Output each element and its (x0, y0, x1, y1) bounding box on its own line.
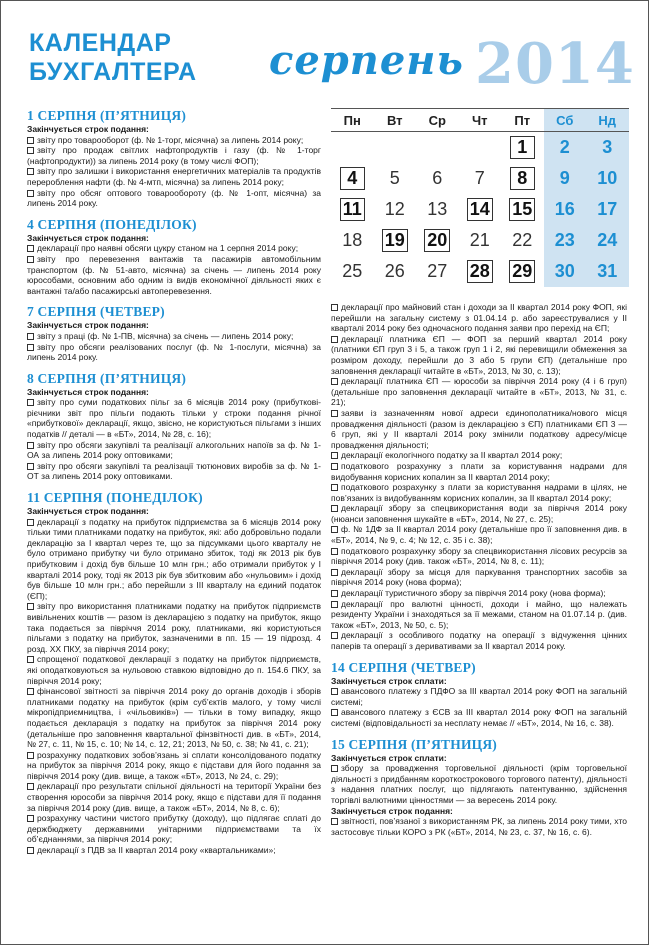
checkbox-icon[interactable] (27, 847, 34, 854)
calendar-grid (331, 108, 629, 287)
weekday-header: Пт (501, 108, 544, 132)
weekday-header: Сб (544, 108, 587, 132)
deadline-item-text: авансового платежу з ЄСВ за III квартал 2014 року ФОП на загальній системі (відповідальності за несплату немає // «БТ», 2014, № 16, с. 38). (331, 707, 627, 728)
deadline-item (27, 166, 321, 187)
checkbox-icon[interactable] (27, 245, 34, 252)
date-heading: 1 СЕРПНЯ (П’ЯТНИЦЯ) (27, 108, 187, 123)
calendar-day: 5 (389, 168, 400, 188)
deadline-item-text: звіту про продаж світлих нафтопродуктів і газу (ф. № 1-торг (нафтопродукти)) за липень 2014 року (в тому числі ФОП); (27, 145, 321, 166)
checkbox-icon[interactable] (331, 336, 338, 343)
deadline-day-mark: 19 (382, 229, 408, 252)
checkbox-icon[interactable] (27, 147, 34, 154)
deadline-item-text: заяви із зазначенням нової адреси єдинополатника/нового місця провадження діяльності (разом із декларацією з ЄП) платниками ЄП 3 — 6 груп, які у II кварталі 2014 року змінили податкову адресу/місце провадження діяльності; (331, 407, 627, 450)
calendar-day (501, 194, 544, 225)
checkbox-icon[interactable] (331, 632, 338, 639)
deadline-item (27, 813, 321, 845)
checkbox-icon[interactable] (331, 818, 338, 825)
checkbox-icon[interactable] (27, 815, 34, 822)
checkbox-icon[interactable] (27, 656, 34, 663)
checkbox-icon[interactable] (331, 688, 338, 695)
deadline-label: Закінчується строк сплати: (331, 675, 447, 686)
year-title: 2014 (475, 31, 635, 97)
deadline-item (331, 763, 627, 805)
deadline-item-text: ф. № 1ДФ за II квартал 2014 року (детальніше про її заповнення див. в «БТ», 2014, № 9, с. 4; № 12, с. 35 і с. 38); (331, 524, 627, 546)
checkbox-icon[interactable] (27, 399, 34, 406)
calendar-week-row (331, 194, 629, 225)
deadline-item (27, 243, 321, 254)
calendar-day (459, 194, 502, 225)
deadline-item (331, 376, 627, 408)
month-title: серпень (269, 37, 464, 84)
checkbox-icon[interactable] (27, 344, 34, 351)
deadline-item (331, 816, 627, 837)
calendar-day: 3 (586, 132, 629, 163)
deadline-label: Закінчується строк подання: (27, 232, 149, 243)
checkbox-icon[interactable] (27, 168, 34, 175)
calendar-day: 23 (544, 225, 587, 256)
deadline-item (27, 686, 321, 750)
deadline-item (331, 524, 627, 545)
calendar-day: 17 (586, 194, 629, 225)
deadline-item (27, 601, 321, 654)
checkbox-icon[interactable] (27, 442, 34, 449)
checkbox-icon[interactable] (331, 484, 338, 491)
title-line-1: КАЛЕНДАР (29, 29, 172, 57)
weekday-header: Ср (416, 108, 459, 132)
date-heading: 15 СЕРПНЯ (П’ЯТНИЦЯ) (331, 736, 497, 752)
deadline-day-mark: 20 (424, 229, 450, 252)
deadline-item-text: декларації туристичного збору за півріччя 2014 року (нова форма); (341, 588, 606, 599)
deadline-item-text: розрахунку податкових зобов’язань зі сплати консолідованого податку на прибуток за півріччя 2014 року, якщо є підстави для його подання за півріччя 2014 року (див. вище, а також «БТ», 2013, № 24, с. 29); (27, 749, 321, 781)
checkbox-icon[interactable] (331, 505, 338, 512)
deadline-item (331, 302, 627, 334)
deadline-item-text: звітності, пов’язаної з використанням РК, за липень 2014 року тими, хто застосовує тільки КОРО з РК («БТ», 2014, № 23, с. 37, № 16, с. 6). (331, 816, 627, 837)
checkbox-icon[interactable] (27, 519, 34, 526)
deadline-item-text: декларації з ПДВ за II квартал 2014 року «квартальниками»; (37, 845, 276, 856)
checkbox-icon[interactable] (331, 304, 338, 311)
checkbox-icon[interactable] (27, 333, 34, 340)
calendar-day (331, 163, 374, 194)
deadline-item-text: звіту про товарооборот (ф. № 1-торг, місячна) за липень 2014 року; (37, 134, 304, 145)
calendar-day: 22 (512, 230, 533, 250)
checkbox-icon[interactable] (331, 548, 338, 555)
calendar-day: 9 (544, 163, 587, 194)
calendar-week-row (331, 225, 629, 256)
deadline-item-text: спрощеної податкової декларації з податку на прибуток підприємств, які оподатковуються за нульовою ставкою відповідно до п. 154.6 ПКУ, за півріччя 2014 року; (27, 654, 321, 686)
deadline-item-text: податкового розрахунку збору за спецвикористання лісових ресурсів за півріччя 2014 року (див. також «БТ», 2014, № 8, с. 11); (331, 545, 627, 567)
deadline-day-mark: 14 (467, 198, 493, 221)
calendar-day (501, 132, 544, 163)
deadline-item-text: декларації платника ЄП — юрособи за півріччя 2014 року (4 і 6 груп) (детальніше про заповнення декларації читайте в «БТ», 2013, № 31, с. 21); (331, 376, 627, 408)
calendar-body (331, 132, 629, 287)
deadline-label: Закінчується строк подання: (27, 386, 149, 397)
deadline-label: Закінчується строк подання: (27, 124, 149, 134)
deadline-item (27, 254, 321, 296)
deadline-item-text: звіту про обсяги реалізованих послуг (ф. № 1-послуги, місячна) за липень 2014 року. (27, 341, 321, 363)
calendar-day (416, 132, 459, 163)
deadline-item (27, 397, 321, 439)
calendar-day: 10 (586, 163, 629, 194)
deadline-item-text: декларації з особливого податку на операції з відчуження цінних паперів та операції з деривативами за II квартал 2014 року. (331, 630, 627, 651)
deadline-day-mark: 29 (509, 260, 535, 283)
deadline-item (331, 334, 627, 376)
calendar-day: 21 (469, 230, 490, 250)
deadline-item (331, 707, 627, 728)
deadline-item-text: декларації екологічного податку за II квартал 2014 року; (341, 450, 563, 461)
deadline-item-text: податкового розрахунку з плати за користування надрами для видобування корисних копалин за II квартал 2014 року; (331, 460, 627, 482)
deadline-item-text: декларації з податку на прибуток підприємства за 6 місяців 2014 року тільки тими платниками податку на прибуток, які: або добровільно подали декларацію за I квартал через те, що за підсумками цього кварталу не було отримано прибутку чи було отримано збиток, тоді як 2013 рік був прибутковим і дохід був більше 10 млн грн.; або отримали прибуток у I кварталі 2014 року, тоді як 2013 рік був збитковим або «нульовим» і дохід був більше 10 млн грн.; або перейшли з III кварталу на єдиний податок (ЄП); (27, 516, 321, 601)
calendar-day: 30 (544, 256, 587, 287)
deadline-item (27, 440, 321, 461)
deadline-day-mark: 15 (509, 198, 535, 221)
calendar-day: 26 (384, 261, 405, 281)
date-heading: 11 СЕРПНЯ (ПОНЕДІЛОК) (27, 490, 203, 506)
deadline-item-text: звіту про суми податкових пільг за 6 місяців 2014 року (прибуткові-рієчники звіт про пільги подають тільки у строки подання річної «прибуткової» декларації, якщо, звісно, не користуються пільгами з інших податків // деталі — в «БТ», 2014, № 28, с. 16); (27, 397, 321, 440)
deadline-item-text: звіту про перевезення вантажів та пасажирів автомобільним транспортом (ф. № 51-авто, місячна) за січень — липень 2014 року юрособами, основним або одним із видів економічної діяльності яких є вантажні та/або пасажирські автоперевезення. (27, 253, 321, 296)
calendar-day: 7 (474, 168, 485, 188)
deadline-item (331, 461, 627, 482)
calendar-day: 25 (342, 261, 363, 281)
deadline-label: Закінчується строк подання: (331, 805, 453, 816)
date-heading: 14 СЕРПНЯ (ЧЕТВЕР) (331, 659, 476, 675)
date-heading: 4 СЕРПНЯ (ПОНЕДІЛОК) (27, 216, 197, 232)
calendar-day: 24 (586, 225, 629, 256)
calendar-day (501, 256, 544, 287)
calendar-day (331, 132, 374, 163)
deadline-label: Закінчується строк сплати: (331, 752, 447, 763)
checkbox-icon[interactable] (331, 590, 338, 597)
weekday-header: Нд (586, 108, 629, 132)
page-title (29, 29, 197, 87)
weekday-header: Чт (459, 108, 502, 132)
deadline-item-text: податкового розрахунку з плати за користування надрами в цілях, не пов’язаних із видобуванням корисних копалин, за II квартал 2014 року; (331, 482, 627, 503)
calendar-week-row (331, 132, 629, 163)
deadline-item (27, 135, 321, 146)
checkbox-icon[interactable] (331, 601, 338, 608)
weekday-header: Пн (331, 108, 374, 132)
checkbox-icon[interactable] (27, 783, 34, 790)
deadline-item (331, 408, 627, 450)
deadline-item-text: розрахунку частини чистого прибутку (доходу), що підлягає сплаті до держбюджету державними унітарними підприємствами та їх об’єднаннями, за півріччя 2014 року; (27, 813, 321, 845)
deadline-item (27, 845, 321, 856)
checkbox-icon[interactable] (331, 452, 338, 459)
deadline-item (27, 750, 321, 782)
right-column (331, 302, 627, 837)
calendar-day (501, 163, 544, 194)
calendar-day: 12 (384, 199, 405, 219)
weekday-header: Вт (374, 108, 417, 132)
calendar-day (459, 132, 502, 163)
calendar-day (331, 194, 374, 225)
deadline-item (27, 654, 321, 686)
deadline-day-mark: 11 (340, 198, 365, 221)
deadline-item-text: звіту про обсяги закупівлі та реалізації алкогольних напоїв за ф. № 1-ОА за липень 2014 року оптовиками; (27, 439, 321, 461)
checkbox-icon[interactable] (331, 709, 338, 716)
calendar-day: 27 (427, 261, 448, 281)
deadline-item-text: декларації платника ЄП — ФОП за перший квартал 2014 року (платники ЄП груп 3 і 5, а також груп 1 і 2, які перевищили обмеження за розміром доходу, перейшли до 3 або 5 групи ЄП) (детальніше про заповнення декларації читайте в «БТ», 2013, № 30, с. 13); (331, 333, 627, 376)
deadline-item (27, 188, 321, 209)
calendar-week-row (331, 163, 629, 194)
deadline-day-mark: 8 (510, 167, 535, 190)
checkbox-icon[interactable] (331, 765, 338, 772)
deadline-item-text: звіту про використання платниками податку на прибуток підприємств вивільнених коштів — разом із декларацією з податку на прибуток, якщо така подається за півріччя 2014 року, платниками, які користуються пільгами з податку на прибуток, зазначеними в пп. 15 — 19 підрозд. 4 розд. XX ПКУ, за півріччя 2014 року; (27, 601, 321, 654)
date-heading: 8 СЕРПНЯ (П’ЯТНИЦЯ) (27, 370, 187, 386)
date-heading: 7 СЕРПНЯ (ЧЕТВЕР) (27, 304, 165, 320)
deadline-item-text: декларації про результати спільної діяльності на території України без створення юрособи за півріччя 2014 року, якщо є підстави для її подання за півріччя 2014 року (див. вище, а також «БТ», 2014, № 8, с. 6); (27, 781, 321, 813)
deadline-item-text: збору за провадження торговельної діяльності (крім торговельної діяльності з придбанням короткострокового торгового патенту), діяльності з надання платних послуг, що підлягають патентуванню, здійснення торгівлі валютними цінностями — за вересень 2014 року. (331, 763, 627, 805)
deadline-item-text: декларації збору за місця для паркування транспортних засобів за півріччя 2014 року (нова форма); (331, 566, 627, 588)
deadline-day-mark: 28 (467, 260, 493, 283)
calendar-day (374, 132, 417, 163)
calendar-day (459, 256, 502, 287)
checkbox-icon[interactable] (27, 190, 34, 197)
calendar-day (374, 225, 417, 256)
calendar-day: 6 (432, 168, 443, 188)
deadline-item (27, 331, 321, 342)
deadline-item-text: звіту про обсяг оптового товарообороту (ф. № 1-опт, місячна) за липень 2014 року. (27, 187, 321, 209)
deadline-item-text: декларації про наявні обсяги цукру станом на 1 серпня 2014 року; (37, 243, 299, 254)
calendar-day: 13 (427, 199, 448, 219)
deadline-item-text: декларації про майновий стан і доходи за II квартал 2014 року ФОП, які перейшли на загальну систему з 01.04.14 р. або зареєструвалися у II кварталі 2014 року без одночасного подання заяви про перехід на ЄП; (331, 302, 627, 334)
checkbox-icon[interactable] (331, 463, 338, 470)
deadline-item-text: звіту про обсяги закупівлі та реалізації тютюнових виробів за ф. № 1-ОТ за липень 2014 року оптовиками. (27, 460, 321, 482)
deadline-item (27, 781, 321, 813)
deadline-item (27, 145, 321, 166)
deadline-item-text: декларації про валютні цінності, доходи і майно, що належать резиденту України і знаходяться за її межами, станом на 01.07.14 р. (див. також «БТ», 2013, № 50, с. 5); (331, 598, 627, 630)
left-column (27, 108, 321, 856)
checkbox-icon[interactable] (27, 752, 34, 759)
deadline-item-text: фінансової звітності за півріччя 2014 року до органів доходів і зборів платниками податку на прибуток (крім суб’єктів малого, у тому числі мікропідприємництва, і «чільовиків») — тільки в тому випадку, якщо подається декларація з податку на прибуток за півріччя 2014 року (детальніше про заповнення квартальної фінзвітності див. в «БТ», 2014, № 27, с. 11, № 15, с. 10; № 14, с. 12, 21; 2013, № 50, с. 38; № 41, с. 21); (27, 686, 321, 750)
calendar-day: 18 (342, 230, 363, 250)
checkbox-icon[interactable] (331, 378, 338, 385)
checkbox-icon[interactable] (27, 688, 34, 695)
calendar-week-row (331, 256, 629, 287)
calendar-day: 2 (544, 132, 587, 163)
checkbox-icon[interactable] (27, 603, 34, 610)
deadline-item (331, 546, 627, 567)
deadline-item-text: звіту з праці (ф. № 1-ПВ, місячна) за січень — липень 2014 року; (37, 330, 294, 341)
deadline-item-text: звіту про залишки і використання енергетичних матеріалів та продуктів перероблення нафти (ф. № 4-мтп, місячна) за липень 2014 року; (27, 166, 321, 187)
month-calendar (331, 108, 629, 287)
deadline-item (27, 342, 321, 363)
deadline-label: Закінчується строк подання: (27, 506, 149, 517)
deadline-item-text: декларації збору за спецвикористання води за півріччя 2014 року (нюанси заповнення шукайте в «БТ», 2014, № 27, с. 25); (331, 503, 627, 524)
deadline-item (331, 567, 627, 588)
deadline-item (331, 503, 627, 524)
calendar-day: 31 (586, 256, 629, 287)
deadline-item (331, 482, 627, 503)
deadline-item (331, 599, 627, 631)
checkbox-icon[interactable] (27, 256, 34, 263)
calendar-day: 16 (544, 194, 587, 225)
deadline-day-mark: 4 (340, 167, 365, 190)
deadline-item (331, 450, 627, 461)
deadline-item (331, 686, 627, 707)
deadline-label: Закінчується строк подання: (27, 320, 149, 331)
deadline-item (331, 588, 627, 599)
deadline-item (27, 461, 321, 482)
checkbox-icon[interactable] (331, 569, 338, 576)
checkbox-icon[interactable] (27, 137, 34, 144)
deadline-item-text: авансового платежу з ПДФО за III квартал 2014 року ФОП на загальній системі; (331, 686, 627, 707)
title-line-2: БУХГАЛТЕРА (29, 58, 197, 86)
calendar-day (416, 225, 459, 256)
checkbox-icon[interactable] (331, 526, 338, 533)
weekday-header-row (331, 108, 629, 132)
deadline-item (331, 630, 627, 651)
checkbox-icon[interactable] (27, 463, 34, 470)
deadline-item (27, 517, 321, 602)
deadline-day-mark: 1 (510, 136, 535, 159)
checkbox-icon[interactable] (331, 410, 338, 417)
